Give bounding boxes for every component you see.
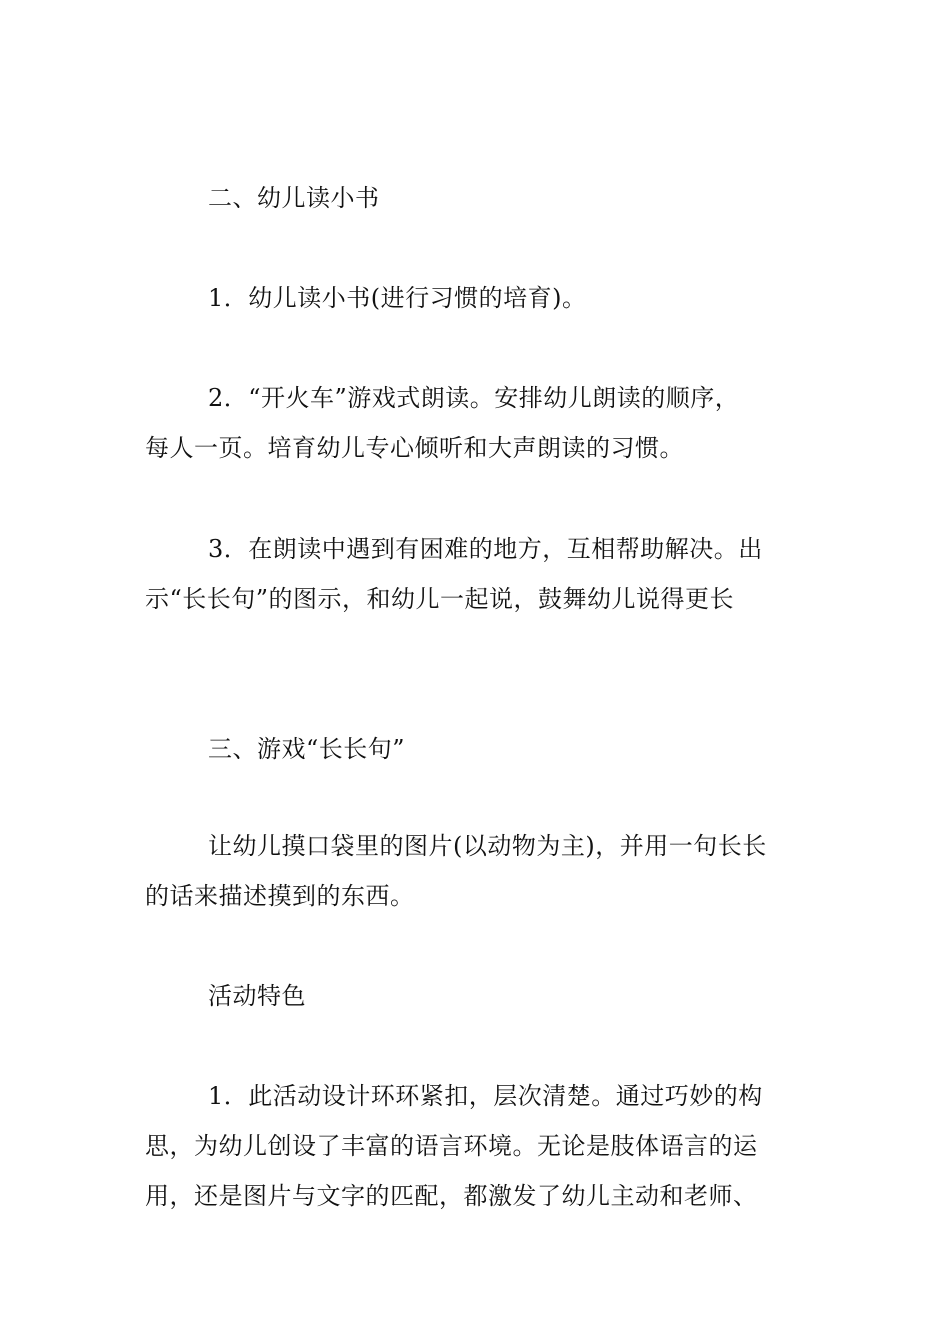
paragraph-line: 思，为幼儿创设了丰富的语言环境。无论是肢体语言的运: [145, 1132, 758, 1160]
paragraph-line: 示“长长句”的图示，和幼儿一起说，鼓舞幼儿说得更长: [145, 585, 735, 613]
section-heading: 二、幼儿读小书: [208, 184, 380, 212]
paragraph-line: 2．“开火车”游戏式朗读。安排幼儿朗读的顺序，: [208, 384, 740, 412]
paragraph-line: 用，还是图片与文字的匹配，都激发了幼儿主动和老师、: [145, 1182, 758, 1210]
paragraph-line: 1．此活动设计环环紧扣，层次清楚。通过巧妙的构: [208, 1082, 763, 1110]
paragraph-line: 的话来描述摸到的东西。: [145, 882, 415, 910]
paragraph-line: 1．幼儿读小书(进行习惯的培育)。: [208, 284, 587, 312]
paragraph-line: 让幼儿摸口袋里的图片(以动物为主)，并用一句长长: [208, 832, 767, 860]
paragraph-line: 每人一页。培育幼儿专心倾听和大声朗读的习惯。: [145, 434, 684, 462]
section-heading: 三、游戏“长长句”: [208, 735, 406, 763]
paragraph-line: 3．在朗读中遇到有困难的地方，互相帮助解决。出: [208, 535, 763, 563]
section-heading: 活动特色: [208, 982, 306, 1010]
